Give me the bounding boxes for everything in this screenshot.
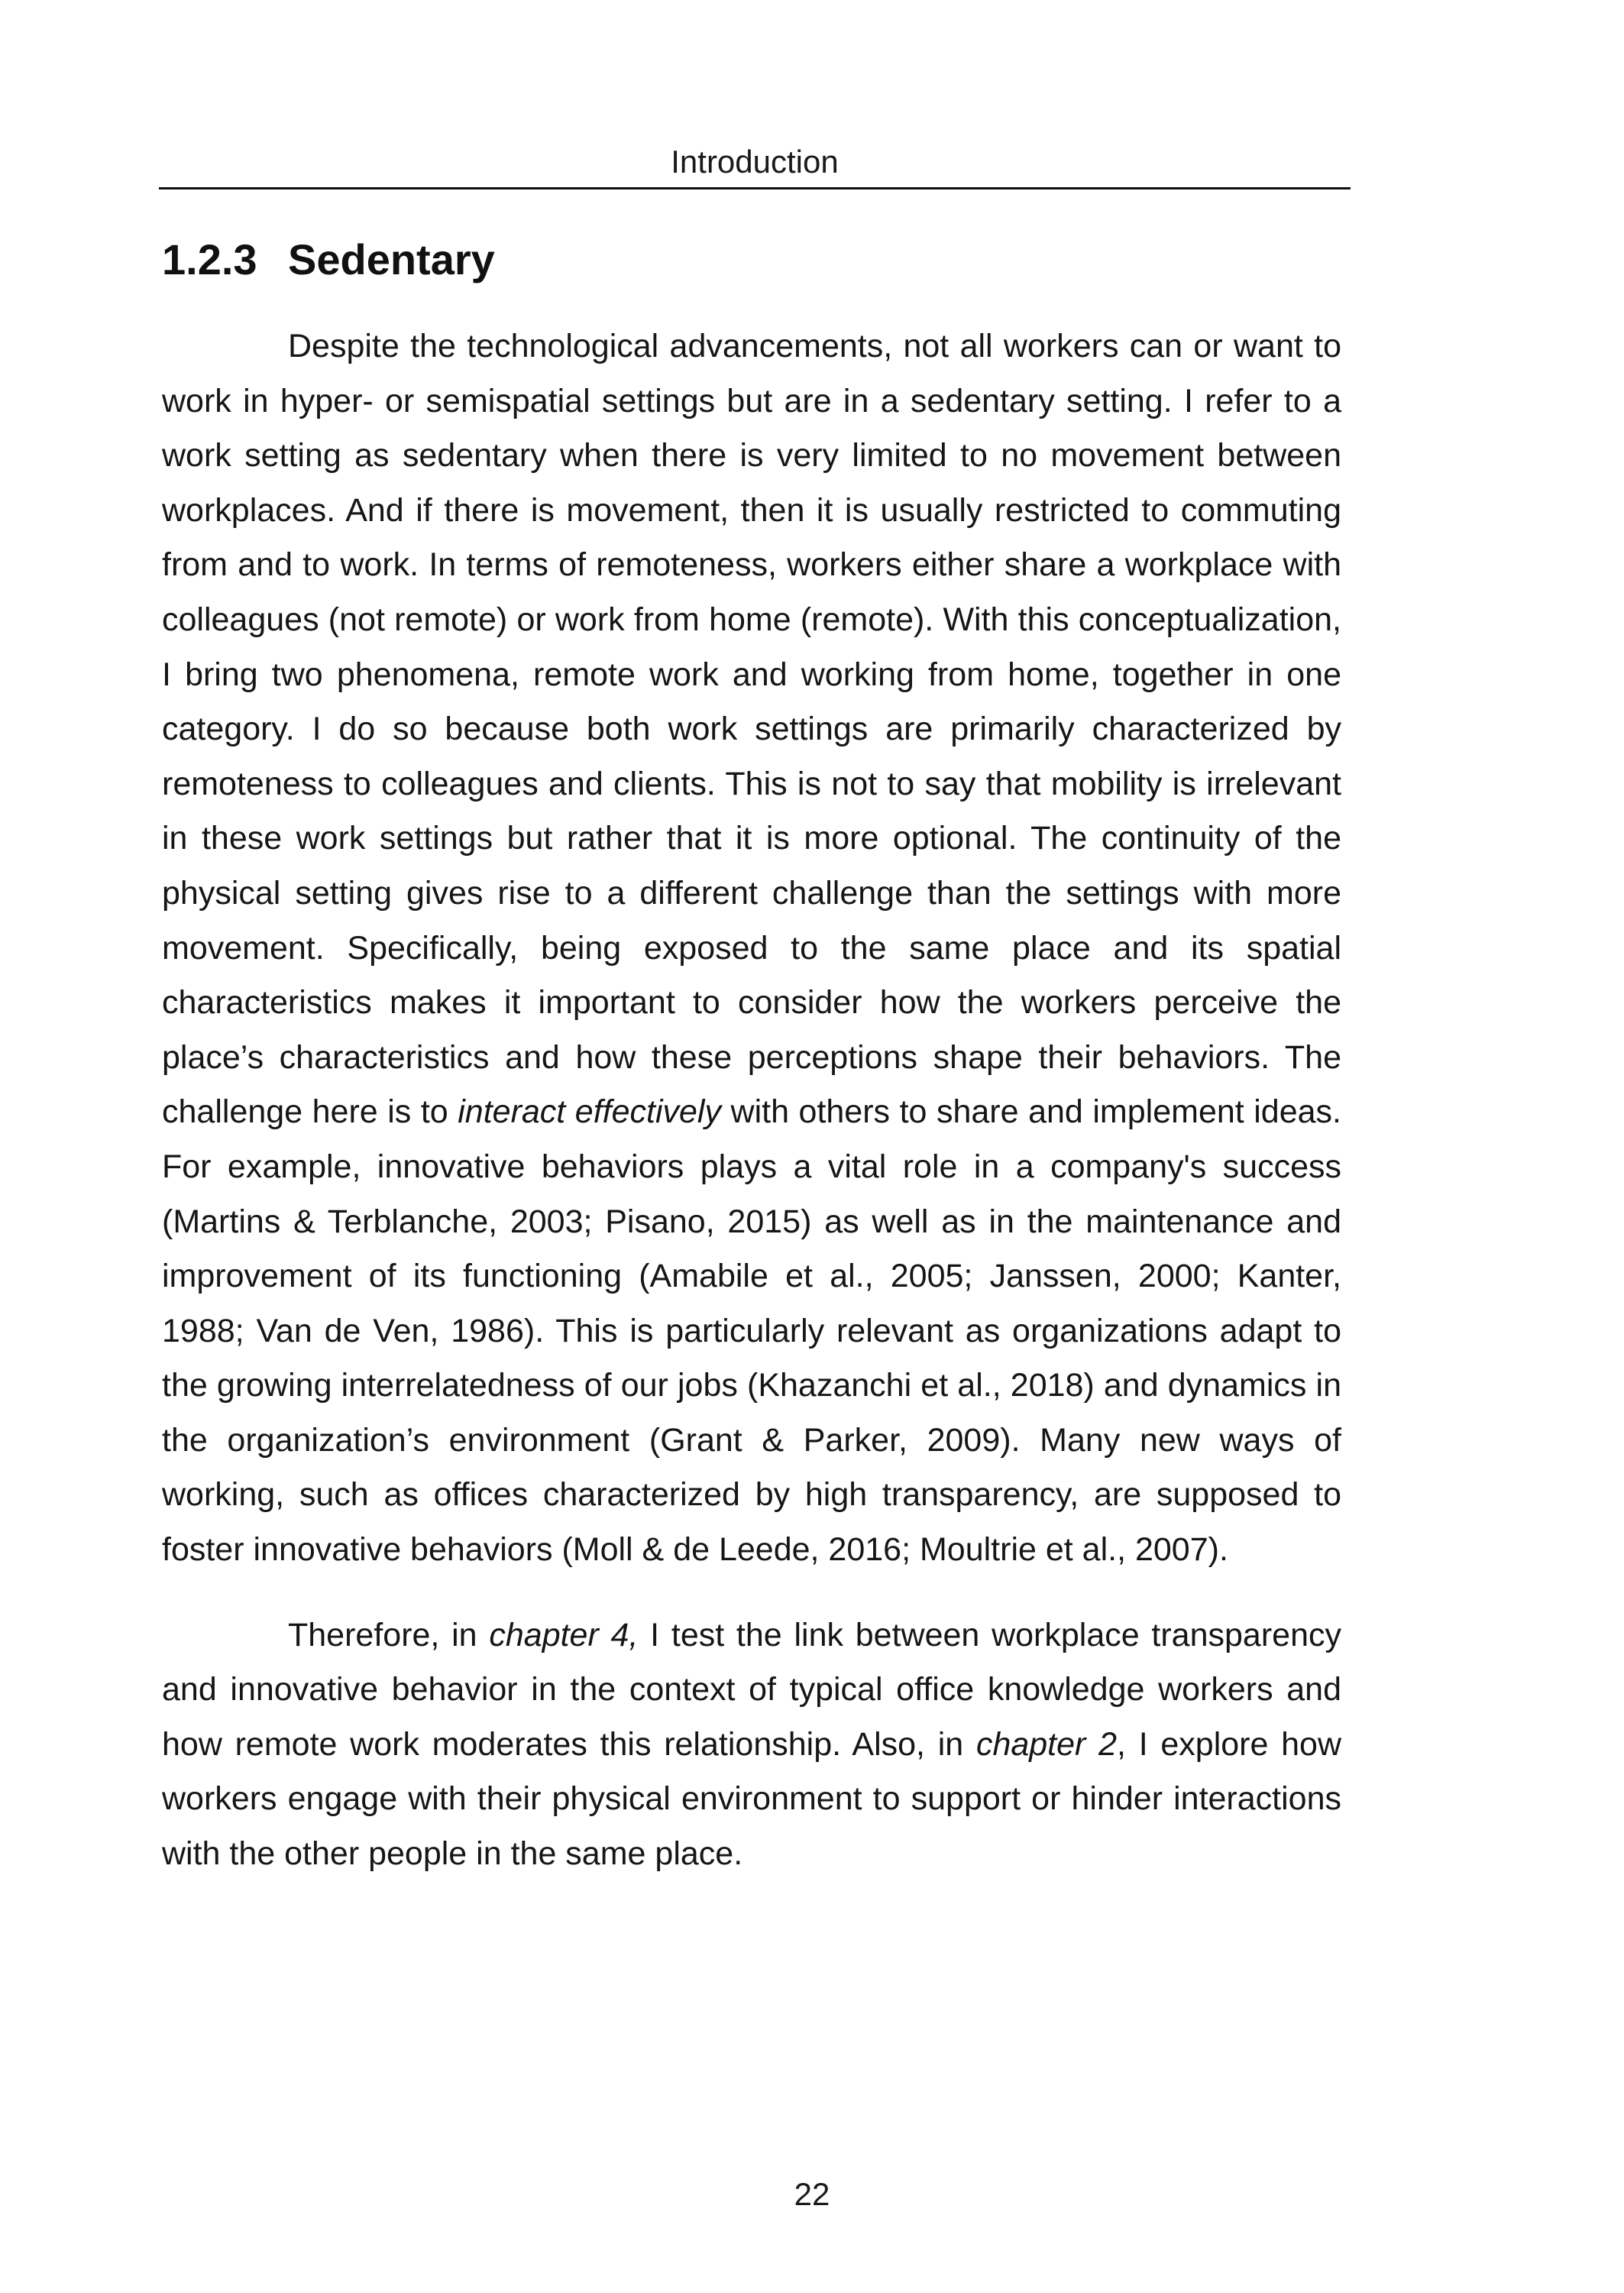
header-rule (159, 187, 1351, 189)
paragraph-1-text-b: with others to share and implement ideas. For example, innovative behaviors plays a vital role in a company's success (Martins & Terblanche, 2003; Pisano, 2015) as well as in the maintenance and improvement of its functioning (Amabile et al., 2005; Janssen, 2000; Kanter, 1988; Van de Ven, 1986). This is particularly relevant as organizations adapt to the growing interrelatedness of our jobs (Khazanchi et al., 2018) and dynamics in the organization’s environment (Grant & Parker, 2009). Many new ways of working, such as offices characterized by high transparency, are supposed to foster innovative behaviors (Moll & de Leede, 2016; Moultrie et al., 2007). (162, 1093, 1341, 1569)
paragraph-1-text-a: Despite the technological advancements, not all workers can or want to work in hyper- or semispatial settings but are in a sedentary setting. I refer to a work setting as sedentary when there is very limited to no movement between workplaces. And if there is movement, then it is usually restricted to commuting from and to work. In terms of remoteness, workers either share a workplace with colleagues (not remote) or work from home (remote). With this conceptualization, I bring two phenomena, remote work and working from home, together in one category. I do so because both work settings are primarily characterized by remoteness to colleagues and clients. This is not to say that mobility is irrelevant in these work settings but rather that it is more optional. The continuity of the physical setting gives rise to a different challenge than the settings with more movement. Specifically, being exposed to the same place and its spatial characteristics makes it important to consider how the workers perceive the place’s characteristics and how these perceptions shape their behaviors. The challenge here is to (162, 328, 1341, 1131)
paragraph-2-text-c: , I explore how workers engage with their physical environment to support or hinder interactions with the other people in the same place. (162, 1725, 1341, 1873)
section-title: Sedentary (288, 235, 495, 283)
emphasis-interact-effectively: interact effectively (458, 1093, 721, 1131)
running-header: Introduction (671, 144, 839, 180)
section-number: 1.2.3 (162, 235, 257, 283)
paragraph-2-text-b: I test the link between workplace transparency and innovative behavior in the context of typical office knowledge workers and how remote work moderates this relationship. Also, in (162, 1616, 1341, 1763)
section-heading (162, 229, 495, 290)
paragraph-2-text-a: Therefore, in (288, 1616, 490, 1653)
page-number: 22 (794, 2176, 830, 2212)
chapter-2-reference: chapter 2 (975, 1725, 1118, 1763)
chapter-4-reference: chapter 4, (489, 1616, 639, 1653)
paragraph-1 (162, 319, 1341, 1578)
paragraph-2 (162, 1608, 1341, 1882)
body-text (162, 319, 1341, 1882)
